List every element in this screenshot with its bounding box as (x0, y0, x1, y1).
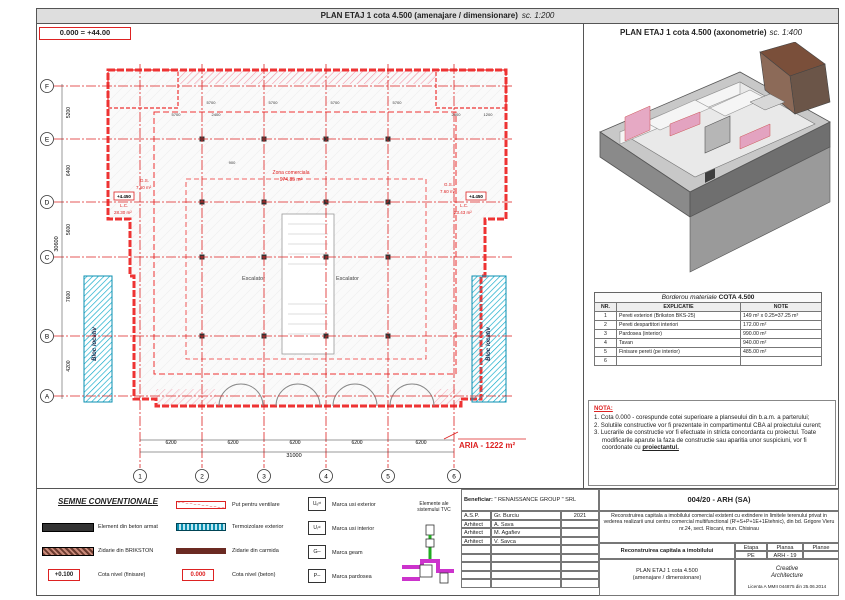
materials-cell: 172.00 m² (741, 321, 822, 330)
reference-level-box: 0.000 = +44.00 (39, 27, 131, 40)
cota-beton-value: 0.000 (190, 572, 206, 578)
tvc-title: Elemente ale sistemului TVC (417, 501, 451, 513)
short-title: Reconstruirea capitala a imobilului (620, 548, 714, 554)
materials-title (594, 292, 822, 302)
tvc-diagram (396, 521, 458, 591)
brikston-swatch (42, 547, 94, 556)
caramida-label: Zidarie din carmida (232, 548, 279, 554)
materials-cell: 2 (595, 321, 617, 330)
col-dimension: 6200 (227, 440, 239, 446)
lc-right-label: L.C. (460, 203, 469, 208)
project-description: Reconstruirea capitala a imobilului comercial existent cu extindere in limitele terenului privat in vederea realizarii unui centru comercial multifunctional (Rᵗ+S+P+1E+1Etehnic), din bd. Grigore Vieru nr.24, sect. Riscani, mun. Chisinau (603, 513, 835, 532)
cota-beton-box (182, 569, 214, 581)
role-empty-cell (461, 554, 491, 563)
cota-beton-label: Cota nivel (beton) (232, 572, 276, 578)
sheet-title: PLAN ETAJ 1 cota 4.500 (amenajare / dimensionare) (320, 11, 518, 20)
row-dimension: 7600 (66, 290, 72, 303)
zona-comerciala-label: Zona comerciala (272, 170, 310, 176)
firm-name-2: Architecture (770, 573, 803, 579)
row-dimension: 5200 (66, 106, 72, 119)
ui-symbol: Uᵢⁿᵗ (313, 525, 321, 531)
zona-comerciala-area: 974.85 m² (279, 177, 303, 183)
firm-licence: Licenta A MMII 044875 din 25.06.2014 (747, 584, 827, 589)
materials-title-bold: COTA 4.500 (718, 294, 755, 301)
role-cell (561, 520, 599, 529)
brikston-label: Zidarie din BRIKSTON (98, 548, 154, 554)
sheet-name-line1: PLAN ETAJ 1 cota 4.500 (636, 568, 698, 574)
escalator-left-label: Escalator (242, 276, 265, 282)
vertical-divider (583, 24, 584, 488)
legend-title: SEMNE CONVENTIONALE (58, 497, 159, 506)
axonometric-title (584, 28, 838, 37)
row-dimension: 4200 (66, 360, 72, 372)
ui-marker (308, 521, 326, 535)
materials-row (595, 357, 822, 366)
notes-box (588, 400, 836, 486)
materials-row (595, 339, 822, 348)
p-symbol: P– (313, 573, 321, 579)
project-number-cell (599, 489, 839, 511)
role-cell: 2021 (561, 511, 599, 520)
legend (36, 489, 460, 596)
g-symbol: G– (313, 549, 321, 555)
planse-label-cell: Planse (803, 543, 839, 551)
role-cell (561, 545, 599, 554)
beton-label: Element din beton armat (98, 524, 158, 530)
materials-cell: 990.00 m² (741, 330, 822, 339)
role-cell: Arhitect (461, 528, 491, 537)
role-cell: Arhitect (461, 520, 491, 529)
role-empty-cell (561, 554, 599, 563)
sheet-name-line2: (amenajare / dimensionare) (632, 575, 702, 581)
ue-label: Marca usi exterior (332, 502, 376, 508)
note-item: 2. Solutiile constructive vor fi prezentate in compartimentul CBA al proiectului curent; (594, 421, 822, 429)
cota-finisare-box (48, 569, 80, 581)
firm-cell (735, 559, 839, 596)
role-empty-cell (491, 571, 561, 580)
grid-col-label: 5 (386, 473, 390, 481)
wc-left-area: 7.60 m² (136, 185, 152, 190)
ue-symbol: Uₑˣᵗ (312, 501, 322, 507)
col-dimension: 6200 (165, 440, 177, 446)
materials-cell (741, 357, 822, 366)
materials-cell: Tavan (617, 339, 741, 348)
col-note: NOTE (741, 303, 822, 312)
grid-row-label: C (44, 254, 50, 262)
inner-dimension: 5700 (268, 100, 278, 105)
role-cell: V. Savca (491, 537, 561, 546)
firm-logo-text (738, 566, 836, 580)
total-width-dim: 31000 (286, 453, 302, 459)
materials-title-prefix: Borderou materiale (661, 294, 717, 301)
area-leader-line (444, 432, 458, 439)
caramida-swatch (176, 548, 226, 554)
materials-cell: 1 (595, 312, 617, 321)
materials-cell: Pereti despartitori interiori (617, 321, 741, 330)
g-marker (308, 545, 326, 559)
level-marker-right-text: +4.450 (469, 194, 483, 199)
axo-title-text: PLAN ETAJ 1 cota 4.500 (axonometrie) (619, 28, 767, 37)
floor-plan (36, 44, 583, 488)
materials-header-row (595, 303, 822, 312)
materials-row (595, 321, 822, 330)
col-dimension: 6200 (415, 440, 427, 446)
materials-cell: 3 (595, 330, 617, 339)
col-dimension: 6200 (289, 440, 301, 446)
col-explicatie: EXPLICATIE (617, 303, 741, 312)
wc-right-label: G.S. (444, 182, 454, 187)
note-item (594, 429, 830, 451)
materials-cell: 6 (595, 357, 617, 366)
note-item-text: 3. Lucrarile de constructie vor fi efectuate in stricta concordanta cu proiectul. Toate modificarile aparute la faza de constructie sau aparitia unor suspiciuni, vor fi coordonate cu (594, 429, 817, 452)
role-cell (561, 528, 599, 537)
materials-cell (617, 357, 741, 366)
grid-col-label: 3 (262, 473, 266, 481)
beton-swatch (42, 523, 94, 532)
role-empty-cell (461, 571, 491, 580)
inner-dimension: 2400 (211, 112, 221, 117)
bloc-right-label: Bloc locativ (486, 327, 492, 361)
role-cell: Gr. Burciu (491, 511, 561, 520)
sheet-name-cell (599, 559, 735, 596)
grid-row-label: E (44, 136, 50, 144)
p-label: Marca pardosea (332, 574, 372, 580)
title-block (461, 489, 839, 596)
escalator-right-label: Escalator (336, 276, 359, 282)
role-cell: A.S.P. (461, 511, 491, 520)
short-title-cell (599, 543, 735, 559)
ue-marker (308, 497, 326, 511)
etapa-label-cell: Etapa (735, 543, 767, 551)
firm-name-1: Creative (775, 566, 799, 572)
grid-col-label: 4 (324, 473, 328, 481)
termo-swatch (176, 523, 226, 531)
inner-dimension: 1200 (483, 112, 493, 117)
role-empty-cell (491, 562, 561, 571)
inner-dimension: 900 (228, 160, 236, 165)
role-empty-cell (461, 562, 491, 571)
put-label: Put pentru ventilare (232, 502, 280, 508)
plansa-value-cell: ARH - 19 (767, 551, 803, 559)
materials-cell: 485.00 m² (741, 348, 822, 357)
grid-col-label: 2 (200, 473, 204, 481)
role-empty-cell (561, 562, 599, 571)
sheet-scale: sc. 1:200 (521, 11, 555, 20)
beneficiar-cell (461, 489, 599, 511)
materials-cell: 4 (595, 339, 617, 348)
inner-dimension: 5700 (171, 112, 181, 117)
materials-row (595, 348, 822, 357)
grid-row-label: D (44, 199, 50, 207)
etapa-value-cell: PE (735, 551, 767, 559)
plansa-label-cell: Plansa (767, 543, 803, 551)
note-item-bold: proiectantul. (642, 444, 679, 452)
lc-right-area: 23.43 m² (454, 210, 472, 215)
col-dimension: 6200 (351, 440, 363, 446)
inner-dimension: 2400 (451, 112, 461, 117)
grid-col-label: 6 (452, 473, 456, 481)
p-marker (308, 569, 326, 583)
g-label: Marca geam (332, 550, 363, 556)
area-label: ARIA - 1222 m² (459, 441, 516, 450)
grid-row-label: B (44, 333, 50, 341)
materials-cell: 940.00 m² (741, 339, 822, 348)
role-cell: A. Sava (491, 520, 561, 529)
note-item: 1. Cota 0.000 - corespunde cotei superioare a planseului din b.a.m. a parterului; (594, 414, 810, 422)
role-cell (491, 545, 561, 554)
role-cell: M. Agafiev (491, 528, 561, 537)
beneficiar-value: " RENAISSANCE GROUP " SRL (494, 497, 577, 503)
inner-dimension: 5700 (330, 100, 340, 105)
planse-value-cell (803, 551, 839, 559)
cota-finisare-value: +0.100 (54, 572, 74, 578)
put-swatch (176, 501, 226, 509)
level-marker-left-text: +4.450 (117, 194, 131, 199)
notes-heading: NOTA: (594, 405, 613, 412)
role-cell (561, 537, 599, 546)
grid-col-label: 1 (138, 473, 142, 481)
role-empty-cell (461, 579, 491, 588)
wc-right-area: 7.60 m² (440, 189, 456, 194)
grid-row-label: A (44, 393, 50, 401)
lc-left-area: 28.30 m² (114, 210, 132, 215)
cota-finisare-label: Cota nivel (finisare) (98, 572, 146, 578)
row-dimension: 6400 (66, 164, 72, 177)
axonometric-view (590, 42, 836, 278)
project-number: 004/20 - ARH (SA) (687, 495, 751, 504)
materials-row (595, 312, 822, 321)
materials-cell: Pereti exteriori (Brikston BKS-25) (617, 312, 741, 321)
materials-body (595, 312, 822, 366)
entrance-block-right (434, 389, 461, 406)
role-cell: Arhitect (461, 537, 491, 546)
axo-scale: sc. 1:400 (769, 28, 803, 37)
materials-cell: Finisare pereti (pe interior) (617, 348, 741, 357)
bloc-left-label: Bloc locativ (92, 327, 98, 361)
description-cell (599, 511, 839, 543)
ui-label: Marca usi interior (332, 526, 375, 532)
sheet-title-bar (36, 8, 839, 24)
bloc-locativ-left (84, 276, 112, 402)
inner-dimension: 5700 (206, 100, 216, 105)
entrance-block-left (156, 389, 216, 406)
termo-label: Termoizolare exterior (232, 524, 284, 530)
role-empty-cell (561, 579, 599, 588)
materials-cell: 5 (595, 348, 617, 357)
materials-row (595, 330, 822, 339)
inner-dimension: 5700 (392, 100, 402, 105)
role-cell (461, 545, 491, 554)
materials-schedule (594, 292, 822, 366)
materials-cell: 149 m² x 0.25=37.25 m³ (741, 312, 822, 321)
grid-row-label: F (45, 83, 49, 91)
role-empty-cell (491, 579, 561, 588)
total-height-dim: 30600 (54, 236, 60, 252)
wc-left-label: G.S. (140, 178, 150, 183)
beneficiar-label: Beneficiar: (464, 497, 493, 503)
role-empty-cell (561, 571, 599, 580)
row-dimension: 5600 (66, 223, 72, 236)
col-nr: NR. (595, 303, 617, 312)
materials-table (594, 302, 822, 366)
materials-cell: Pardosea (interior) (617, 330, 741, 339)
lc-left-label: L.C. (120, 203, 129, 208)
row-dimensions (66, 107, 72, 372)
role-empty-cell (491, 554, 561, 563)
